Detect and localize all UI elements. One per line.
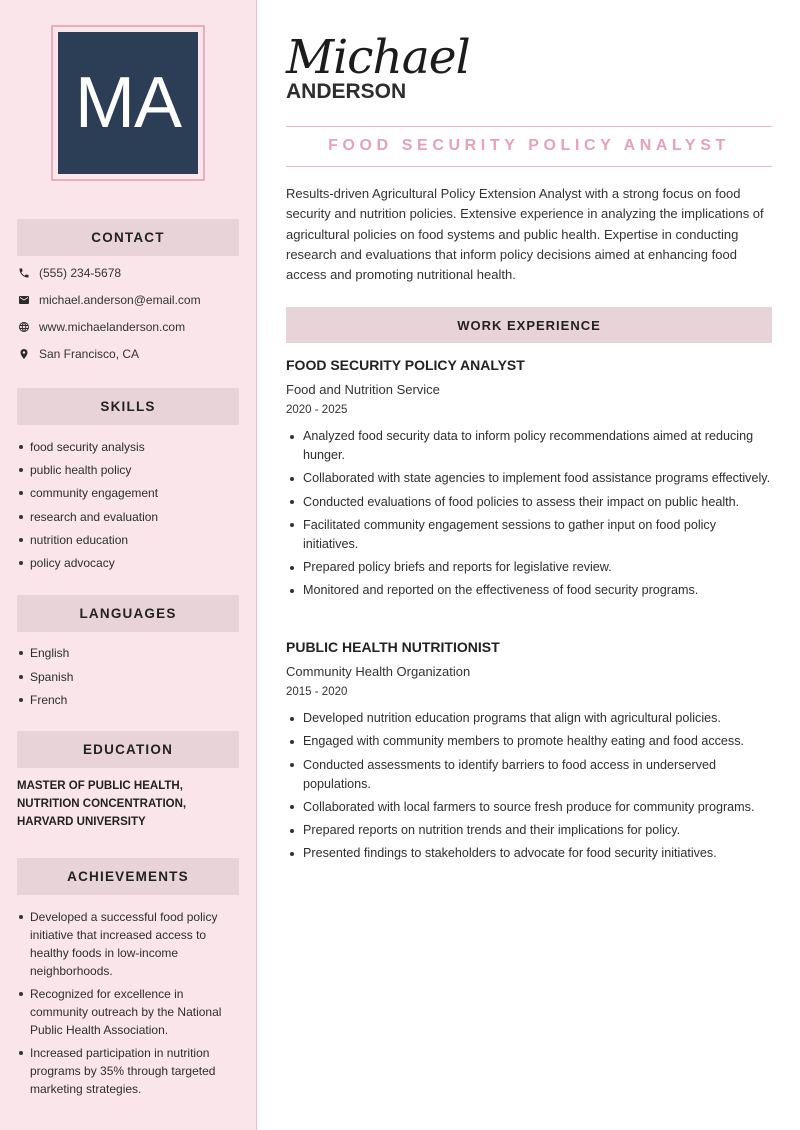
- list-item: research and evaluation: [17, 508, 239, 526]
- list-item: public health policy: [17, 461, 239, 479]
- job-dates: 2020 - 2025: [286, 404, 348, 416]
- work-experience-heading: WORK EXPERIENCE: [286, 307, 772, 343]
- last-name: ANDERSON: [286, 80, 407, 103]
- degree-line: HARVARD UNIVERSITY: [17, 816, 146, 828]
- list-item: English: [17, 644, 239, 662]
- list-item: food security analysis: [17, 438, 239, 456]
- email-text[interactable]: michael.anderson@email.com: [39, 293, 201, 307]
- list-item: Developed a successful food policy initiative that increased access to healthy foods in low-income neighborhoods.: [17, 908, 239, 980]
- contact-heading: CONTACT: [17, 219, 239, 256]
- list-item: community engagement: [17, 484, 239, 502]
- location-text: San Francisco, CA: [39, 347, 140, 361]
- monogram-frame: [51, 25, 205, 181]
- job-role: FOOD SECURITY POLICY ANALYST: [286, 357, 525, 373]
- list-item: Spanish: [17, 668, 239, 686]
- phone-icon: [17, 266, 31, 280]
- skills-heading: SKILLS: [17, 388, 239, 425]
- divider: [286, 126, 772, 127]
- list-item: nutrition education: [17, 531, 239, 549]
- job-bullets: [286, 709, 772, 863]
- contact-phone: [17, 263, 121, 283]
- list-item: Presented findings to stakeholders to advocate for food security initiatives.: [286, 844, 772, 863]
- mail-icon: [17, 293, 31, 307]
- education-heading: EDUCATION: [17, 731, 239, 768]
- globe-icon: [17, 320, 31, 334]
- contact-location: [17, 344, 139, 364]
- list-item: Increased participation in nutrition programs by 35% through targeted marketing strategies.: [17, 1044, 239, 1098]
- experience-entry: [286, 639, 772, 868]
- first-name: Michael: [286, 30, 470, 85]
- monogram: MA: [58, 32, 198, 174]
- languages-list: [17, 644, 239, 715]
- list-item: Facilitated community engagement sessions to gather input on food policy initiatives.: [286, 516, 772, 554]
- education-entry: [17, 777, 239, 831]
- achievements-list: [17, 908, 239, 1103]
- summary: Results-driven Agricultural Policy Extension Analyst with a strong focus on food security and nutrition policies. Extensive experience in analyzing the implications of agricultural policies on food systems and public health. Expertise in conducting research and evaluations that inform policy decisions aimed at enhancing food access and promoting nutritional health.: [286, 186, 764, 283]
- list-item: Recognized for excellence in community outreach by the National Public Health Association.: [17, 985, 239, 1039]
- job-organization: Food and Nutrition Service: [286, 382, 440, 397]
- achievements-heading: ACHIEVEMENTS: [17, 858, 239, 895]
- main-content: [286, 0, 772, 1130]
- degree-line: MASTER OF PUBLIC HEALTH,: [17, 780, 183, 792]
- list-item: policy advocacy: [17, 554, 239, 572]
- list-item: Analyzed food security data to inform policy recommendations aimed at reducing hunger.: [286, 427, 772, 465]
- list-item: Conducted assessments to identify barriers to food access in underserved populations.: [286, 756, 772, 794]
- list-item: Conducted evaluations of food policies to assess their impact on public health.: [286, 493, 772, 512]
- job-bullets: [286, 427, 772, 600]
- experience-entry: [286, 357, 772, 605]
- list-item: Prepared reports on nutrition trends and their implications for policy.: [286, 821, 772, 840]
- list-item: Collaborated with local farmers to source fresh produce for community programs.: [286, 798, 772, 817]
- location-pin-icon: [17, 347, 31, 361]
- job-organization: Community Health Organization: [286, 664, 471, 679]
- languages-heading: LANGUAGES: [17, 595, 239, 632]
- job-dates: 2015 - 2020: [286, 686, 348, 698]
- sidebar: [0, 0, 257, 1130]
- degree-line: NUTRITION CONCENTRATION,: [17, 798, 187, 810]
- list-item: Prepared policy briefs and reports for legislative review.: [286, 558, 772, 577]
- job-title: FOOD SECURITY POLICY ANALYST: [328, 137, 730, 154]
- contact-email: [17, 290, 201, 310]
- job-role: PUBLIC HEALTH NUTRITIONIST: [286, 639, 500, 655]
- skills-list: [17, 438, 239, 577]
- list-item: Engaged with community members to promote healthy eating and food access.: [286, 732, 772, 751]
- list-item: Collaborated with state agencies to implement food assistance programs effectively.: [286, 469, 772, 488]
- divider: [286, 166, 772, 167]
- website-text[interactable]: www.michaelanderson.com: [39, 320, 186, 334]
- phone-text: (555) 234-5678: [39, 266, 122, 280]
- contact-website: [17, 317, 185, 337]
- list-item: Monitored and reported on the effectiveness of food security programs.: [286, 581, 772, 600]
- list-item: Developed nutrition education programs that align with agricultural policies.: [286, 709, 772, 728]
- list-item: French: [17, 691, 239, 709]
